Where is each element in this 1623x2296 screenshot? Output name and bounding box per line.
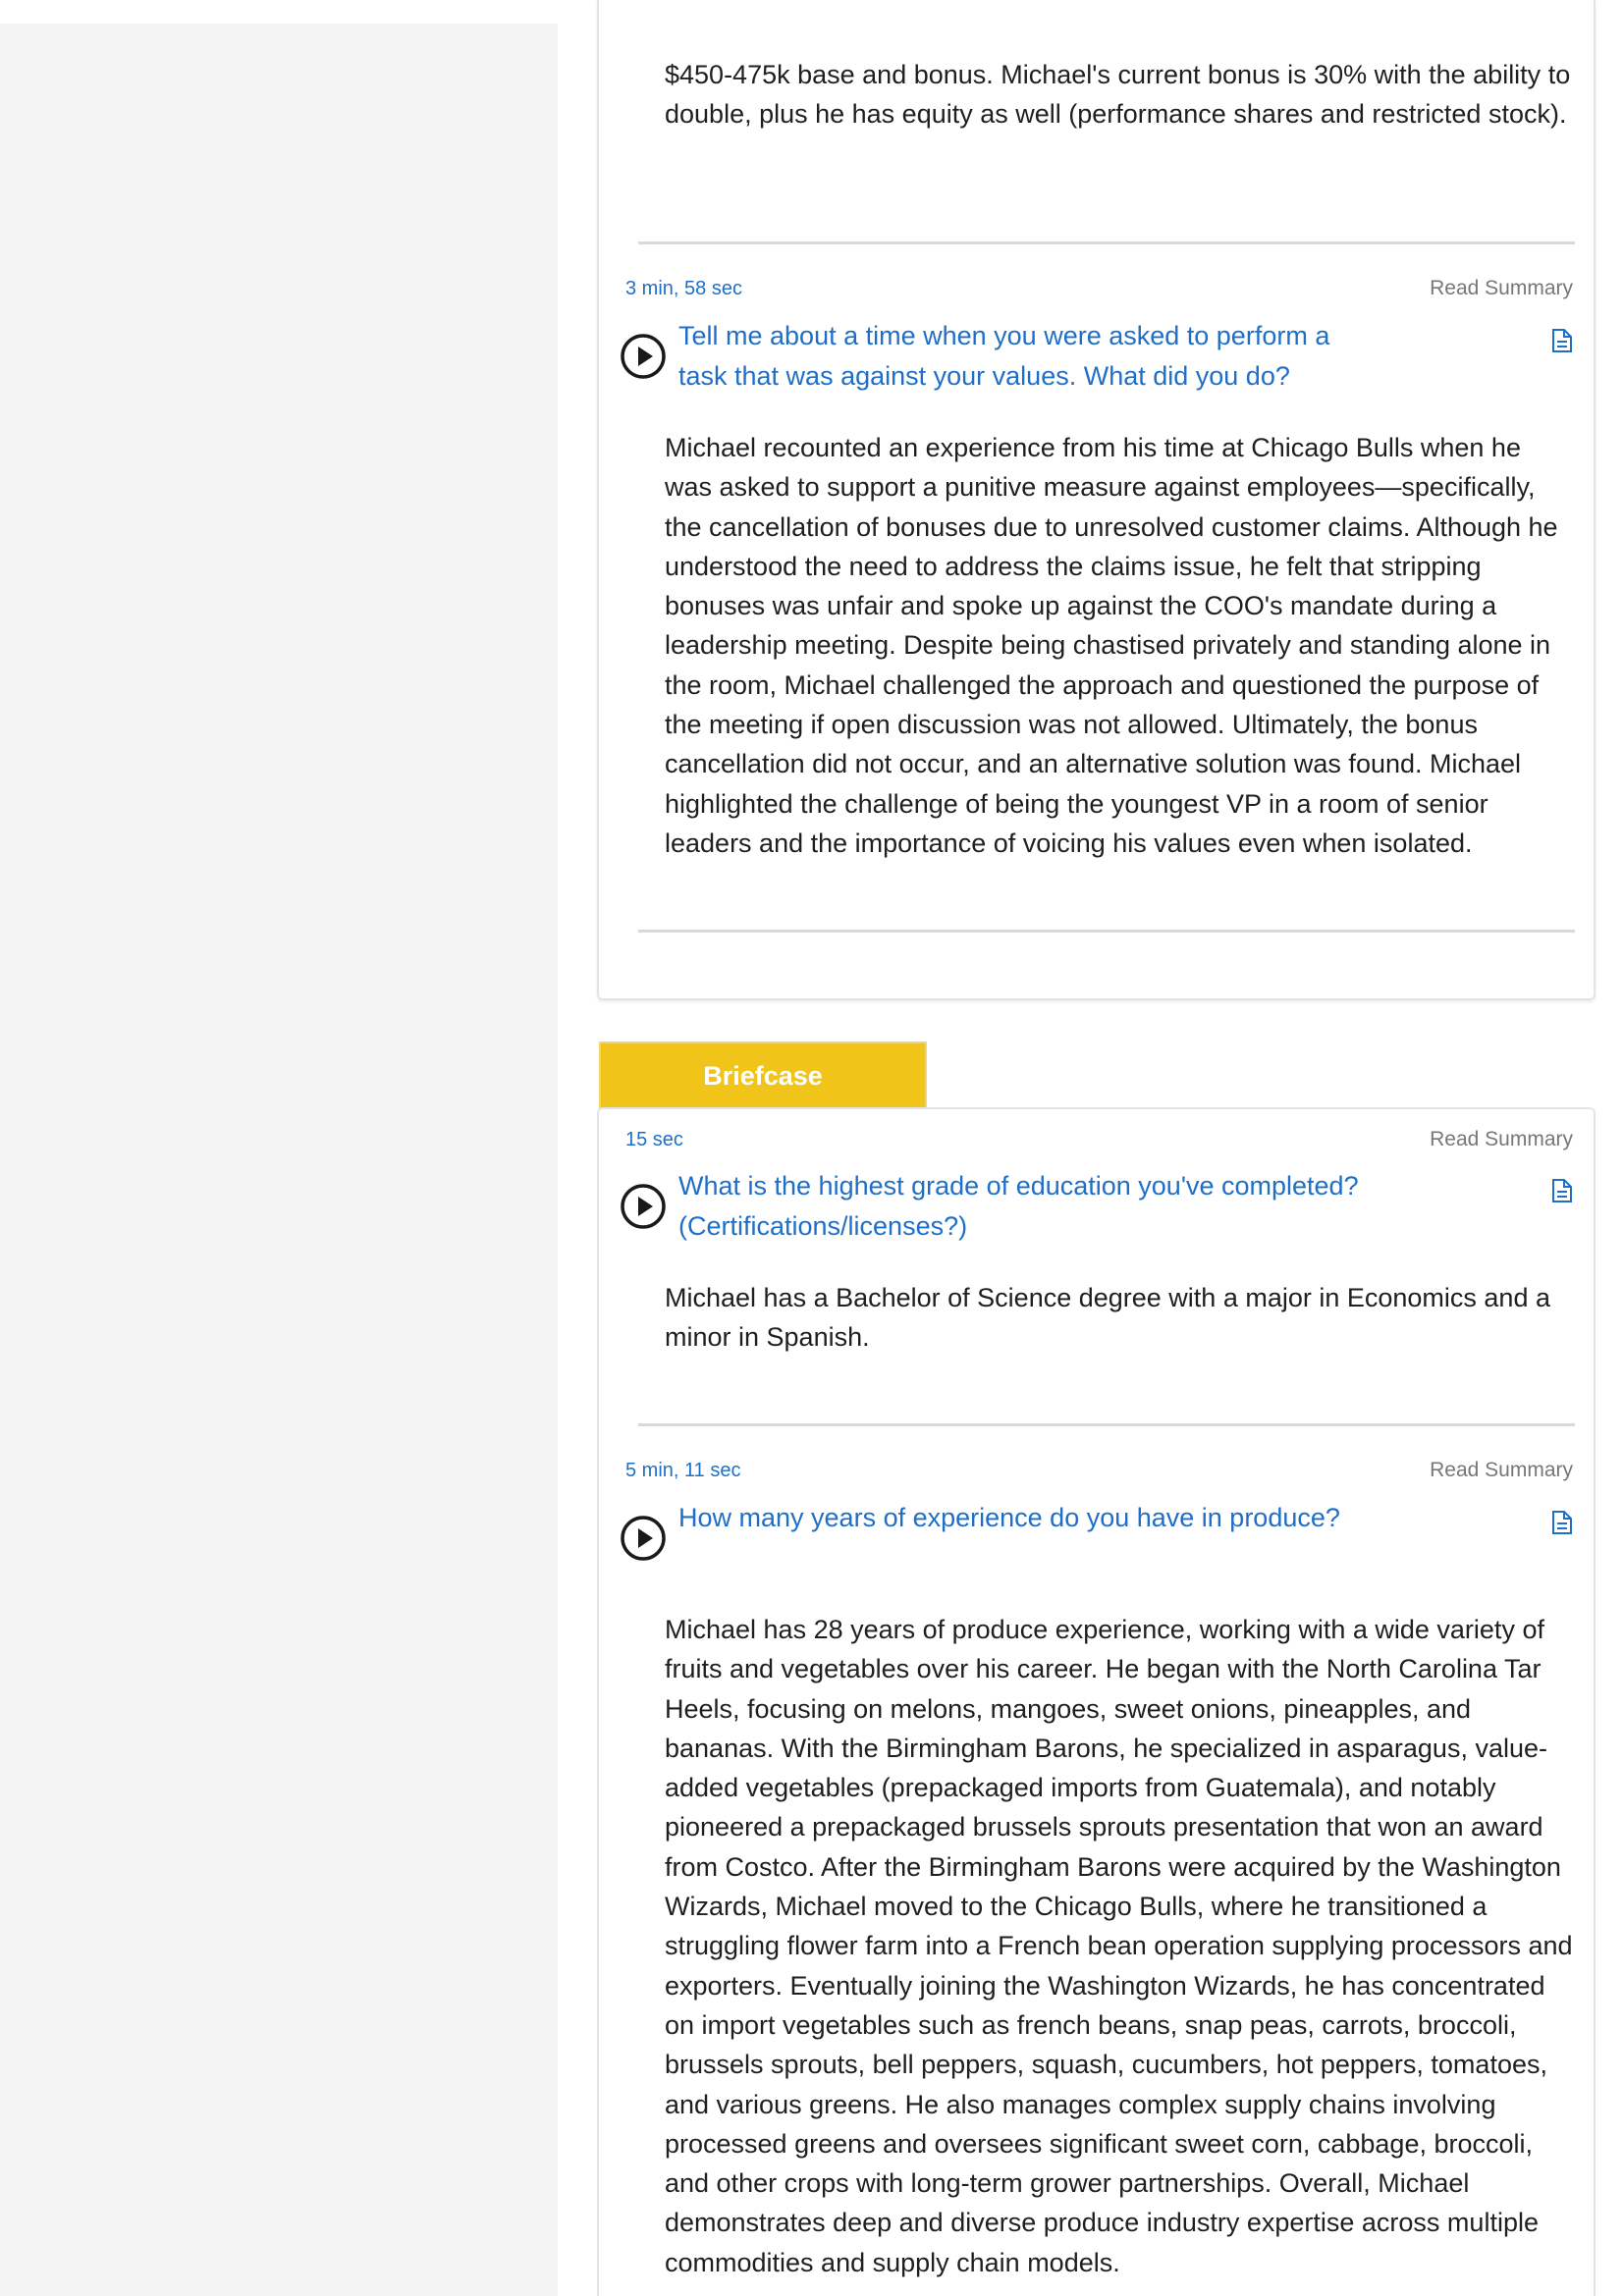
answer-text: Michael has 28 years of produce experience, working with a wide variety of fruits and vegetables over his career. He began with the North Carolina Tar Heels, focusing on melons, mangoes, sweet onions, pineapples, and bananas. With the Birmingham Barons, he specialized in asparagus, value-added vegetables (prepackaged imports from Guatemala), and notably pioneered a prepackaged brussels sprouts presentation that won an award from Costco. After the Birmingham Barons were acquired by the Washington Wizards, Michael moved to the Chicago Bulls, where he transitioned a struggling flower farm into a French bean operation supplying processors and exporters. Eventually joining the Washington Wizards, he has concentrated on import vegetables such as french beans, snap peas, carrots, broccoli, brussels sprouts, bell peppers, squash, cucumbers, hot peppers, tomatoes, and various greens. He also manages complex supply chains involving processed greens and oversees significant sweet corn, cabbage, broccoli, and other crops with long-term grower partnerships. Overall, Michael demonstrates deep and diverse produce industry expertise across multiple commodities and supply chain models. (665, 1615, 1573, 2277)
duration-label: 15 sec (625, 1129, 683, 1150)
document-icon[interactable] (1551, 1510, 1573, 1535)
play-icon[interactable] (620, 1515, 667, 1562)
divider (638, 1423, 1575, 1426)
read-summary-link[interactable]: Read Summary (1430, 1459, 1573, 1481)
briefcase-tab[interactable]: Briefcase (599, 1041, 927, 1108)
question-text[interactable]: How many years of experience do you have in produce? (678, 1503, 1340, 1532)
duration-label: 5 min, 11 sec (625, 1460, 741, 1481)
duration-label: 3 min, 58 sec (625, 278, 742, 299)
document-icon[interactable] (1551, 328, 1573, 353)
question-row (620, 316, 1582, 404)
question-row (620, 1498, 1582, 1586)
read-summary-link[interactable]: Read Summary (1430, 277, 1573, 299)
play-icon[interactable] (620, 1183, 667, 1230)
read-summary-link[interactable]: Read Summary (1430, 1128, 1573, 1150)
question-text[interactable]: Tell me about a time when you were asked to perform a task that was against your values. What did you do? (678, 321, 1330, 391)
play-icon[interactable] (620, 333, 667, 380)
answer-text: Michael recounted an experience from his time at Chicago Bulls when he was asked to support a punitive measure against employees—specifically, the cancellation of bonuses due to unresolved customer claims. Although he understood the need to address the claims issue, he felt that stripping bonuses was unfair and spoke up against the COO's mandate during a leadership meeting. Despite being chastised privately and standing alone in the room, Michael challenged the approach and questioned the purpose of the meeting if open discussion was not allowed. Ultimately, the bonus cancellation did not occur, and an alternative solution was found. Michael highlighted the challenge of being the youngest VP in a room of senior leaders and the importance of voicing his values even when isolated. (665, 433, 1558, 858)
left-pane (0, 24, 558, 2296)
divider (638, 930, 1575, 933)
divider (638, 241, 1575, 244)
question-row (620, 1166, 1582, 1255)
answer-text: Michael has a Bachelor of Science degree with a major in Economics and a minor in Spanish. (665, 1283, 1550, 1353)
document-icon[interactable] (1551, 1178, 1573, 1203)
question-text[interactable]: What is the highest grade of education you've completed? (Certifications/licenses?) (678, 1171, 1359, 1241)
intro-answer-text: $450-475k base and bonus. Michael's current bonus is 30% with the ability to double, plus he has equity as well (performance shares and restricted stock). (665, 60, 1571, 130)
